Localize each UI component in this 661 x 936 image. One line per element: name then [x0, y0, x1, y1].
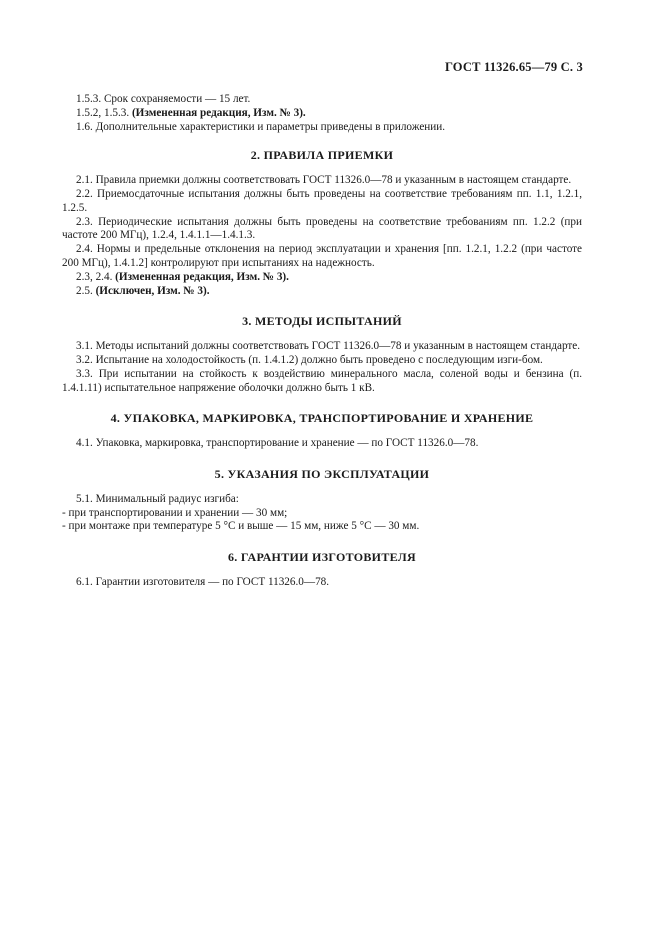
para-2-2: 2.2. Приемосдаточные испытания должны быть проведены на соответствие требованиям пп. 1.1, 1.2.1, 1.2.5. — [62, 187, 582, 214]
section-heading-2: 2. ПРАВИЛА ПРИЕМКИ — [250, 148, 394, 163]
para-2-3: 2.3. Периодические испытания должны быть проведены на соответствие требованиям пп. 1.2.2 (при частоте 200 МГц), 1.2.4, 1.4.1.1—1.4.1.3. — [62, 215, 582, 242]
para-2-1: 2.1. Правила приемки должны соответствовать ГОСТ 11326.0—78 и указанным в настоящем стандарте. — [76, 174, 572, 187]
para-1-6: 1.6. Дополнительные характеристики и параметры приведены в приложении. — [76, 120, 446, 133]
edit-note: (Измененная редакция, Изм. № 3). — [115, 270, 289, 283]
para-number: 1.5.2, 1.5.3. — [76, 106, 130, 119]
section-heading-5: 5. УКАЗАНИЯ ПО ЭКСПЛУАТАЦИИ — [214, 466, 430, 481]
section-heading-4: 4. УПАКОВКА, МАРКИРОВКА, ТРАНСПОРТИРОВАНИЕ И ХРАНЕНИЕ — [110, 411, 534, 426]
section-heading-6: 6. ГАРАНТИИ ИЗГОТОВИТЕЛЯ — [228, 550, 416, 565]
para-2-3-2-4-edit — [62, 271, 582, 285]
edit-note: (Исключен, Изм. № 3). — [95, 284, 210, 297]
para-1-5-2-edit — [62, 107, 582, 121]
para-2-4: 2.4. Нормы и предельные отклонения на период эксплуатации и хранения [пп. 1.2.1, 1.2.2 (при частоте 200 МГц), 1.4.1.2] контролируют при испытаниях на надежность. — [62, 243, 582, 269]
para-3-2: 3.2. Испытание на холодостойкость (п. 1.4.1.2) должно быть проведено с последующим изги-бом. — [76, 353, 543, 366]
running-header: ГОСТ 11326.65—79 С. 3 — [444, 60, 583, 74]
edit-note: (Измененная редакция, Изм. № 3). — [131, 106, 306, 119]
para-1-5-3: 1.5.3. Срок сохраняемости — 15 лет. — [76, 93, 251, 105]
para-4-1: 4.1. Упаковка, маркировка, транспортирование и хранение — по ГОСТ 11326.0—78. — [76, 437, 479, 450]
document-body — [62, 93, 582, 590]
para-2-5 — [62, 285, 582, 299]
para-6-1: 6.1. Гарантии изготовителя — по ГОСТ 11326.0—78. — [76, 575, 330, 588]
para-number: 2.3, 2.4. — [76, 270, 113, 283]
para-5-1: 5.1. Минимальный радиус изгиба: — [76, 492, 239, 505]
para-number: 2.5. — [76, 284, 93, 297]
para-3-3: 3.3. При испытании на стойкость к воздействию минерального масла, соленой воды и бензина (п. 1.4.1.11) испытательное напряжение оболочки должно быть 1 кВ. — [62, 367, 582, 394]
list-item: - при транспортировании и хранении — 30 мм; — [62, 506, 288, 519]
list-item: - при монтаже при температуре 5 °С и выше — 15 мм, ниже 5 °С — 30 мм. — [62, 520, 420, 533]
para-3-1: 3.1. Методы испытаний должны соответствовать ГОСТ 11326.0—78 и указанным в настоящем стандарте. — [76, 340, 581, 353]
section-heading-3: 3. МЕТОДЫ ИСПЫТАНИЙ — [242, 314, 402, 329]
